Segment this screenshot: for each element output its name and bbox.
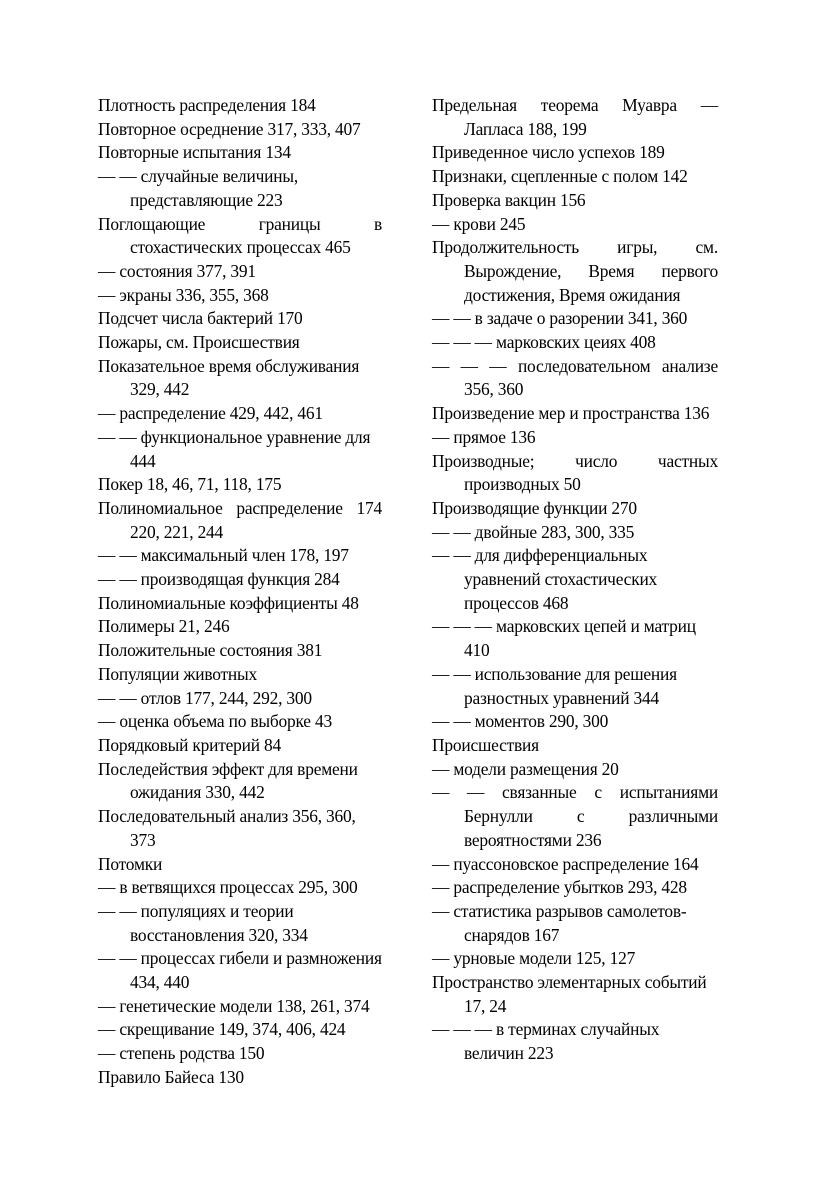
index-column-right xyxy=(432,94,718,1066)
index-entry: Последействия эффект для времени ожидания 330, 442 xyxy=(98,758,358,803)
index-entry: — — в задаче о разорении 341, 360 xyxy=(432,308,688,329)
index-entry: Происшествия xyxy=(432,734,539,755)
index-entry: — оценка объема по выборке 43 xyxy=(98,711,332,732)
index-entry: Полиномиальные коэффициенты 48 xyxy=(98,592,359,613)
index-entry: Производящие функции 270 xyxy=(432,497,637,518)
index-entry: Правило Байеса 130 xyxy=(98,1066,244,1087)
index-entry: — — связанные с испытаниями Бернулли с различными вероятностями 236 xyxy=(432,782,718,850)
index-entry: Повторные испытания 134 xyxy=(98,142,291,163)
index-entry: — урновые модели 125, 127 xyxy=(432,948,636,969)
index-entry: Порядковый критерий 84 xyxy=(98,734,282,755)
index-entry: Полимеры 21, 246 xyxy=(98,616,230,637)
index-entry: Поглощающие границы в стохастических процессах 465 xyxy=(98,213,382,258)
index-entry: — — отлов 177, 244, 292, 300 xyxy=(98,687,312,708)
index-entry: — крови 245 xyxy=(432,213,526,234)
index-entry: Повторное осреднение 317, 333, 407 xyxy=(98,118,361,139)
index-entry: — степень родства 150 xyxy=(98,1043,265,1064)
index-entry: Предельная теорема Муавра — Лапласа 188, 199 xyxy=(432,95,718,139)
index-entry: — в ветвящихся процессах 295, 300 xyxy=(98,877,358,898)
index-entry: Полиномиальное распределение 174 220, 221, 244 xyxy=(98,497,382,542)
index-entry: — — — в терминах случайных величин 223 xyxy=(432,1019,660,1064)
index-entry: — прямое 136 xyxy=(432,426,536,447)
index-entry: Продолжительность игры, см. Вырождение, Время первого достижения, Время ожидания xyxy=(432,237,718,305)
index-entry: — модели размещения 20 xyxy=(432,758,619,779)
index-entry: — генетические модели 138, 261, 374 xyxy=(98,995,370,1016)
index-entry: — скрещивание 149, 374, 406, 424 xyxy=(98,1019,346,1040)
index-entry: — — двойные 283, 300, 335 xyxy=(432,521,635,542)
index-entry: — — — последовательном анализе 356, 360 xyxy=(432,355,718,400)
index-column-left xyxy=(98,94,382,1090)
index-entry: Пожары, см. Происшествия xyxy=(98,332,300,353)
index-entry: Показательное время обслуживания 329, 442 xyxy=(98,355,360,400)
index-entry: Последовательный анализ 356, 360, 373 xyxy=(98,806,356,850)
index-entry: — — процессах гибели и размножения 434, 440 xyxy=(98,948,382,993)
index-entry: Признаки, сцепленные с полом 142 xyxy=(432,166,688,187)
index-entry: — — производящая функция 284 xyxy=(98,569,340,590)
index-entry: — пуассоновское распределение 164 xyxy=(432,853,699,874)
index-entry: Подсчет числа бактерий 170 xyxy=(98,308,303,329)
index-entry: — состояния 377, 391 xyxy=(98,260,256,281)
index-entry: Производные; число частных производных 50 xyxy=(432,450,718,495)
index-entry: — — — марковских цеиях 408 xyxy=(432,332,656,353)
index-entry: — статистика разрывов самолетов-снарядов 167 xyxy=(432,900,687,945)
index-entry: Произведение мер и пространства 136 xyxy=(432,403,710,424)
index-entry: Положительные состояния 381 xyxy=(98,640,323,661)
index-entry: Проверка вакцин 156 xyxy=(432,189,586,210)
index-entry: — — — марковских цепей и матриц 410 xyxy=(432,616,696,661)
index-entry: Приведенное число успехов 189 xyxy=(432,142,665,163)
index-entry: — распределение 429, 442, 461 xyxy=(98,403,323,424)
index-entry: — — функциональное уравнение для 444 xyxy=(98,426,371,471)
index-entry: Покер 18, 46, 71, 118, 175 xyxy=(98,474,282,495)
index-entry: — распределение убытков 293, 428 xyxy=(432,877,687,898)
index-entry: — — случайные величины, представляющие 223 xyxy=(98,166,299,210)
index-entry: — — для дифференциальных уравнений стохастических процессов 468 xyxy=(432,545,658,613)
index-entry: — экраны 336, 355, 368 xyxy=(98,284,269,305)
index-entry: — — использование для решения разностных уравнений 344 xyxy=(432,663,677,708)
index-entry: — — моментов 290, 300 xyxy=(432,711,609,732)
index-entry: — — популяциях и теории восстановления 320, 334 xyxy=(98,900,308,945)
index-entry: Пространство элементарных событий 17, 24 xyxy=(432,972,707,1016)
index-entry: Популяции животных xyxy=(98,663,258,684)
index-entry: — — максимальный член 178, 197 xyxy=(98,545,349,566)
index-entry: Плотность распределения 184 xyxy=(98,95,316,115)
index-entry: Потомки xyxy=(98,853,163,874)
